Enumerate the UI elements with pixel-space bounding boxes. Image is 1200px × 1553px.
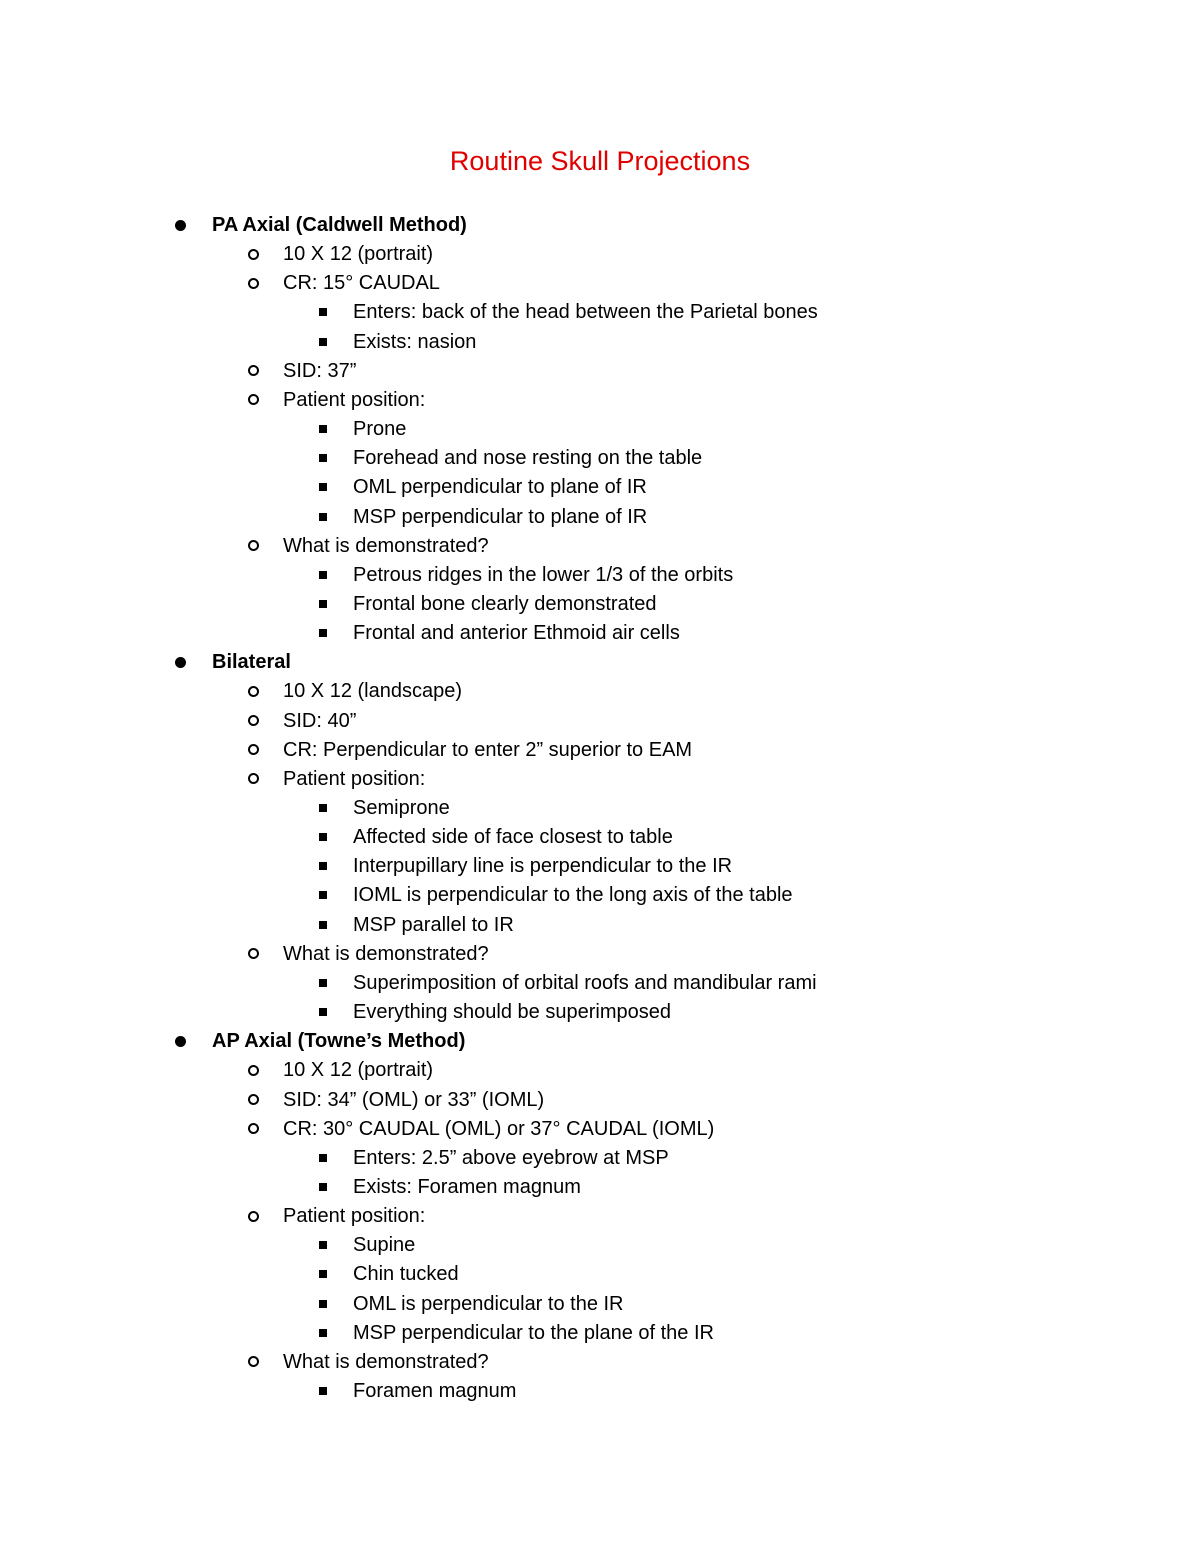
sub-list-item: Affected side of face closest to table bbox=[353, 826, 673, 849]
circle-bullet-icon bbox=[248, 1356, 259, 1367]
circle-bullet-icon bbox=[248, 249, 259, 260]
square-bullet-icon bbox=[319, 513, 327, 521]
sub-list-item: MSP perpendicular to plane of IR bbox=[353, 505, 648, 528]
sub-list-item: MSP parallel to IR bbox=[353, 913, 514, 936]
square-bullet-icon bbox=[319, 308, 327, 316]
circle-bullet-icon bbox=[248, 686, 259, 697]
square-bullet-icon bbox=[319, 338, 327, 346]
square-bullet-icon bbox=[319, 454, 327, 462]
square-bullet-icon bbox=[319, 1270, 327, 1278]
circle-bullet-icon bbox=[248, 744, 259, 755]
circle-bullet-icon bbox=[248, 1065, 259, 1076]
list-item: CR: 15° CAUDAL bbox=[283, 272, 440, 295]
square-bullet-icon bbox=[319, 483, 327, 491]
sub-list-item: Supine bbox=[353, 1234, 416, 1257]
sub-list-item: OML is perpendicular to the IR bbox=[353, 1292, 624, 1315]
square-bullet-icon bbox=[319, 1387, 327, 1395]
section-bullet-icon bbox=[175, 657, 186, 668]
list-item: What is demonstrated? bbox=[283, 1350, 489, 1373]
sub-list-item: Prone bbox=[353, 418, 407, 441]
sub-list-item: Semiprone bbox=[353, 797, 450, 819]
section-heading: PA Axial (Caldwell Method) bbox=[212, 214, 467, 236]
section-heading: Bilateral bbox=[212, 651, 291, 674]
circle-bullet-icon bbox=[248, 948, 259, 959]
sub-list-item: Exists: Foramen magnum bbox=[353, 1175, 581, 1198]
square-bullet-icon bbox=[319, 629, 327, 637]
circle-bullet-icon bbox=[248, 540, 259, 551]
sub-list-item: OML perpendicular to plane of IR bbox=[353, 476, 647, 499]
sub-list-item: Everything should be superimposed bbox=[353, 1001, 671, 1024]
list-item: SID: 34” (OML) or 33” (IOML) bbox=[283, 1088, 545, 1111]
square-bullet-icon bbox=[319, 425, 327, 433]
section-bullet-icon bbox=[175, 1036, 186, 1047]
list-item: CR: Perpendicular to enter 2” superior to EAM bbox=[283, 738, 693, 761]
sub-list-item: Chin tucked bbox=[353, 1263, 459, 1286]
document-title: Routine Skull Projections bbox=[449, 146, 751, 176]
square-bullet-icon bbox=[319, 921, 327, 929]
sub-list-item: Forehead and nose resting on the table bbox=[353, 447, 703, 470]
sub-list-item: Frontal bone clearly demonstrated bbox=[353, 592, 657, 615]
sub-list-item: Enters: back of the head between the Parietal bones bbox=[353, 301, 818, 324]
square-bullet-icon bbox=[319, 600, 327, 608]
section-bullet-icon bbox=[175, 220, 186, 231]
square-bullet-icon bbox=[319, 1008, 327, 1016]
circle-bullet-icon bbox=[248, 278, 259, 289]
sub-list-item: Foramen magnum bbox=[353, 1380, 517, 1402]
sub-list-item: Enters: 2.5” above eyebrow at MSP bbox=[353, 1146, 669, 1169]
sub-list-item: Petrous ridges in the lower 1/3 of the orbits bbox=[353, 563, 734, 586]
circle-bullet-icon bbox=[248, 773, 259, 784]
sub-list-item: MSP perpendicular to the plane of the IR bbox=[353, 1321, 714, 1344]
square-bullet-icon bbox=[319, 1329, 327, 1337]
sub-list-item: Frontal and anterior Ethmoid air cells bbox=[353, 622, 680, 645]
list-item: SID: 40” bbox=[283, 709, 357, 732]
square-bullet-icon bbox=[319, 979, 327, 987]
square-bullet-icon bbox=[319, 571, 327, 579]
circle-bullet-icon bbox=[248, 1123, 259, 1134]
list-item: What is demonstrated? bbox=[283, 942, 489, 965]
circle-bullet-icon bbox=[248, 394, 259, 405]
sub-list-item: Interpupillary line is perpendicular to the IR bbox=[353, 855, 733, 878]
list-item: Patient position: bbox=[283, 767, 426, 790]
list-item: Patient position: bbox=[283, 1205, 426, 1228]
circle-bullet-icon bbox=[248, 1211, 259, 1222]
square-bullet-icon bbox=[319, 804, 327, 812]
square-bullet-icon bbox=[319, 833, 327, 841]
sub-list-item: Exists: nasion bbox=[353, 330, 477, 353]
list-item: What is demonstrated? bbox=[283, 534, 489, 557]
circle-bullet-icon bbox=[248, 365, 259, 376]
list-item: Patient position: bbox=[283, 388, 426, 411]
square-bullet-icon bbox=[319, 1300, 327, 1308]
square-bullet-icon bbox=[319, 1241, 327, 1249]
square-bullet-icon bbox=[319, 1183, 327, 1191]
square-bullet-icon bbox=[319, 1154, 327, 1162]
list-item: CR: 30° CAUDAL (OML) or 37° CAUDAL (IOML) bbox=[283, 1117, 715, 1140]
square-bullet-icon bbox=[319, 862, 327, 870]
circle-bullet-icon bbox=[248, 1094, 259, 1105]
sub-list-item: Superimposition of orbital roofs and mandibular rami bbox=[353, 971, 817, 994]
list-item: SID: 37” bbox=[283, 359, 357, 382]
square-bullet-icon bbox=[319, 891, 327, 899]
section-heading: AP Axial (Towne’s Method) bbox=[212, 1030, 466, 1053]
sub-list-item: IOML is perpendicular to the long axis of the table bbox=[353, 884, 793, 907]
circle-bullet-icon bbox=[248, 715, 259, 726]
list-item: 10 X 12 (landscape) bbox=[283, 680, 463, 703]
list-item: 10 X 12 (portrait) bbox=[283, 243, 434, 266]
list-item: 10 X 12 (portrait) bbox=[283, 1059, 434, 1082]
